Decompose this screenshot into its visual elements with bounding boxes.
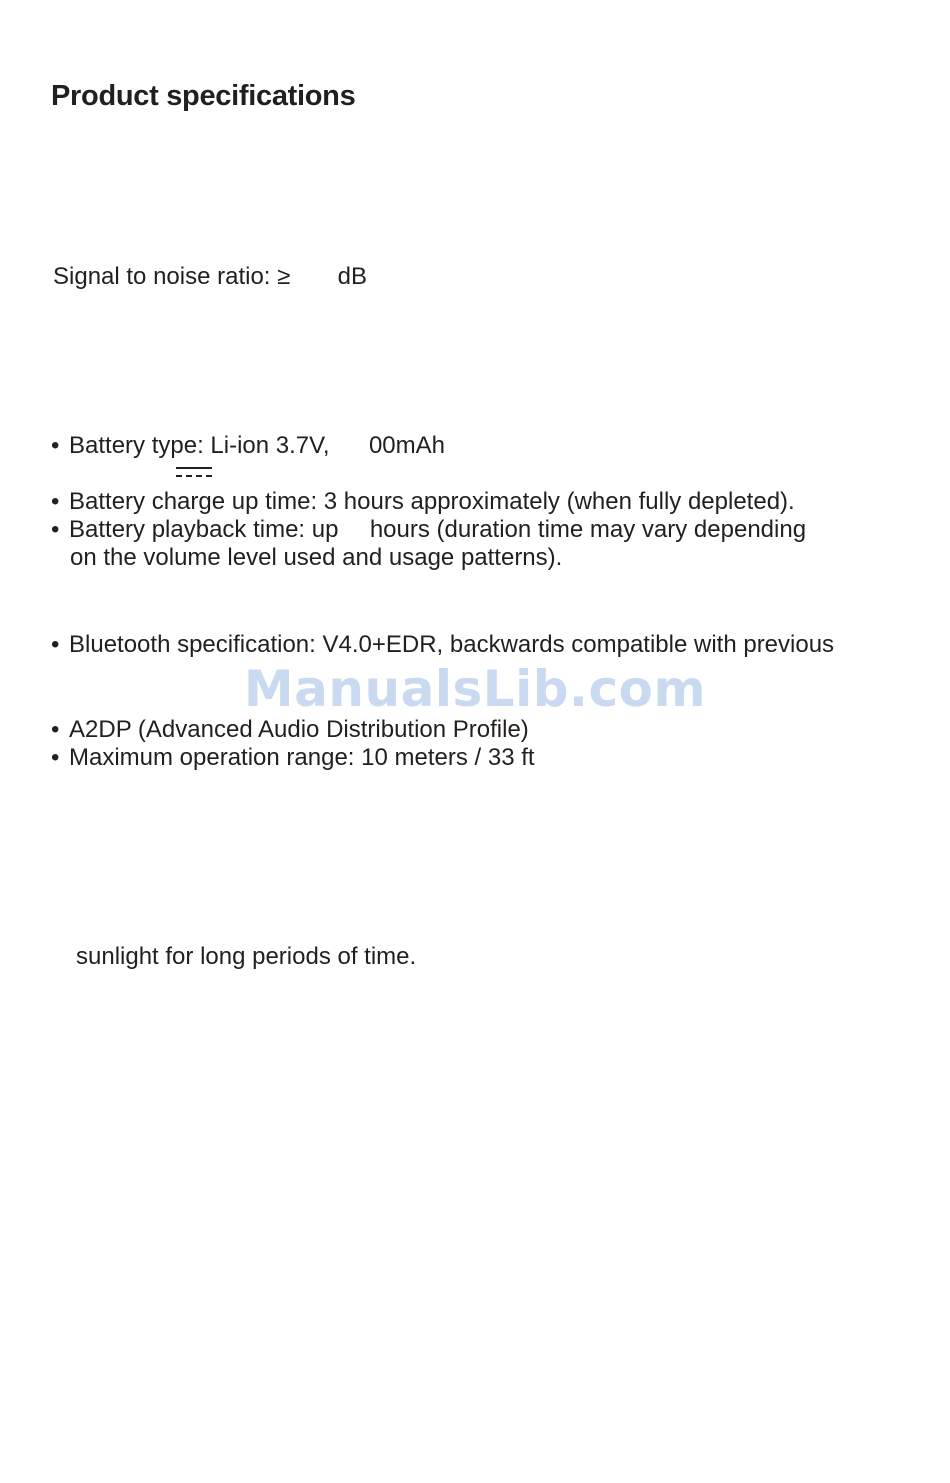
battery-type-label: Battery type: Li-ion 3.7V, [69, 432, 330, 459]
battery-charge-text: Battery charge up time: 3 hours approximately (when fully depleted). [69, 488, 795, 515]
snr-label: Signal to noise ratio: ≥ [53, 263, 291, 290]
dc-symbol-icon [176, 467, 212, 481]
bluetooth-spec-line [51, 631, 834, 659]
battery-playback-part1: Battery playback time: up [69, 516, 339, 543]
range-line [51, 744, 535, 772]
snr-line [53, 263, 367, 291]
watermark: ManualsLib.com [243, 660, 707, 718]
battery-capacity: 00mAh [368, 432, 445, 459]
battery-type-line [51, 432, 445, 460]
bluetooth-spec-text: Bluetooth specification: V4.0+EDR, backwards compatible with previous [69, 631, 835, 658]
sunlight-line: sunlight for long periods of time. [76, 943, 417, 970]
bullet: • [51, 432, 60, 459]
a2dp-line [51, 716, 529, 744]
bullet: • [51, 744, 60, 771]
range-text: Maximum operation range: 10 meters / 33 ft [69, 744, 535, 771]
page-title: Product specifications [51, 80, 356, 112]
a2dp-text: A2DP (Advanced Audio Distribution Profile) [69, 716, 529, 743]
battery-playback-line [51, 516, 806, 544]
bullet: • [51, 516, 60, 543]
bullet: • [51, 488, 60, 515]
bullet: • [51, 631, 60, 658]
battery-playback-part2: hours (duration time may vary depending [369, 516, 807, 543]
battery-playback-line2: on the volume level used and usage patterns). [70, 544, 563, 571]
bullet: • [51, 716, 60, 743]
battery-charge-line [51, 488, 795, 516]
snr-unit: dB [337, 263, 368, 290]
